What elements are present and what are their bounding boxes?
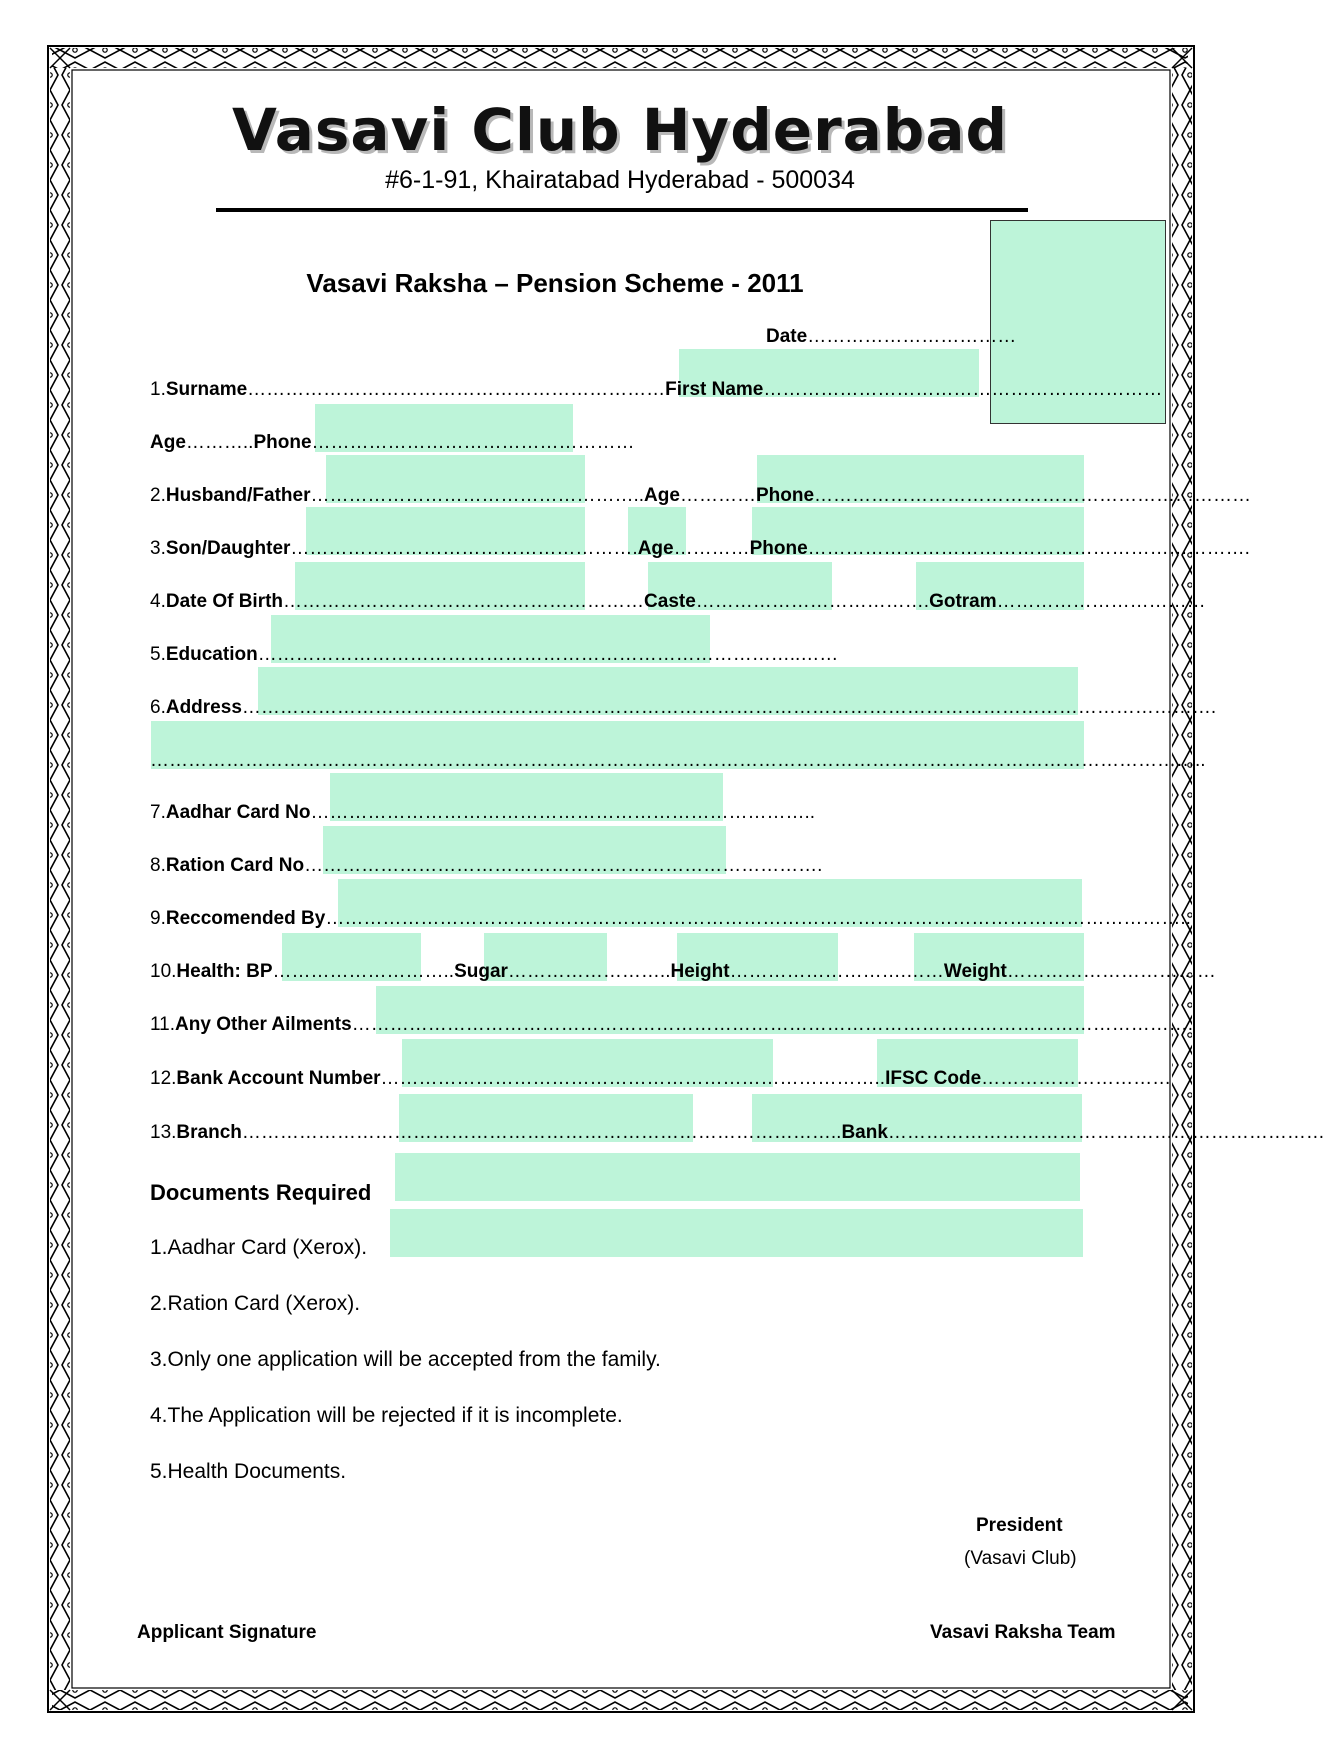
ailments-number: 11. (150, 1014, 176, 1035)
address-line2-row: ………………………………………………………………………………………………………………………………………………….. (150, 750, 1206, 771)
recommended-row: 9.Reccomended By……………………………………………………………………………………………………………………….. (150, 908, 1191, 929)
header-rule (216, 208, 1028, 212)
health-bp-label: Health: BP (176, 961, 273, 982)
dob-row: 4.Date Of Birth…………………………………………………Caste……………………………….Gotram…………………………… (150, 591, 1206, 612)
ration-row: 8.Ration Card No………………………………………………………………………. (150, 855, 823, 876)
height-label: Height (670, 961, 730, 982)
son-number: 3. (150, 538, 166, 559)
date-row: Date…………………………… (766, 326, 1017, 347)
surname-row: 1.Surname…………………………………………………………First Name……………………………………………………… (150, 379, 1163, 400)
dob-label: Date Of Birth (165, 591, 284, 612)
ifsc-label: IFSC Code (885, 1068, 982, 1089)
ration-number: 8. (150, 855, 166, 876)
club-label: (Vasavi Club) (964, 1548, 1077, 1569)
son-label: Son/Daughter (165, 538, 291, 559)
address-row: 6.Address………………………………………………………………………………………………………………………………………. (150, 697, 1217, 718)
recommended-label: Reccomended By (165, 908, 326, 929)
address-label: Address (165, 697, 242, 718)
applicant-signature-label: Applicant Signature (137, 1622, 317, 1643)
health-row: 10.Health: BP………………………..Sugar……………………..Height……………………….……Weight…………………………… (150, 961, 1216, 982)
ailments-row: 11.Any Other Ailments……………………………………………………………………………………………………………………. (150, 1014, 1193, 1035)
aadhar-row: 7.Aadhar Card No…………………………………………………………………….. (150, 802, 816, 823)
husband-number: 2. (150, 485, 166, 506)
aadhar-number: 7. (150, 802, 166, 823)
bank-account-row: 12.Bank Account Number……………………………………………………………………..IFSC Code………………………… (150, 1068, 1172, 1089)
document-item: 1.Aadhar Card (Xerox). (150, 1236, 368, 1259)
age-label: Age (150, 432, 186, 453)
son-row: 3.Son/Daughter……………………………………………….Age…………Phone……………………………………………………………. (150, 538, 1250, 559)
bank-account-label: Bank Account Number (176, 1068, 381, 1089)
documents-heading: Documents Required (150, 1180, 372, 1205)
document-item: 4.The Application will be rejected if it is incomplete. (150, 1404, 623, 1427)
ration-label: Ration Card No (165, 855, 305, 876)
club-address: #6-1-91, Khairatabad Hyderabad - 500034 (385, 166, 855, 194)
document-item: 3.Only one application will be accepted from the family. (150, 1348, 661, 1371)
education-label: Education (165, 644, 258, 665)
documents-note-field-1[interactable] (395, 1153, 1080, 1201)
aadhar-label: Aadhar Card No (165, 802, 311, 823)
surname-number: 1. (150, 379, 166, 400)
surname-label: Surname (165, 379, 248, 400)
branch-row: 13.Branch…………………………………………………………………………………..Bank…………………………………………………………… (150, 1122, 1325, 1143)
recommended-number: 9. (150, 908, 166, 929)
address-number: 6. (150, 697, 166, 718)
son-phone-label: Phone (749, 538, 808, 559)
husband-label: Husband/Father (165, 485, 311, 506)
husband-phone-label: Phone (755, 485, 815, 506)
first-name-label: First Name (665, 379, 764, 400)
president-label: President (976, 1515, 1063, 1536)
ailments-label: Any Other Ailments (175, 1014, 352, 1035)
education-row: 5.Education…………………………………………………………………………..…… (150, 644, 839, 665)
husband-row: 2.Husband/Father……………………………………………..Age…………Phone…………………………………………………………… (150, 485, 1252, 506)
weight-label: Weight (943, 961, 1007, 982)
club-title: Vasavi Club Hyderabad (232, 96, 1008, 164)
documents-note-field-2[interactable] (390, 1209, 1083, 1257)
bank-label: Bank (841, 1122, 888, 1143)
caste-label: Caste (644, 591, 696, 612)
date-label: Date (766, 326, 808, 347)
health-number: 10. (150, 961, 177, 982)
document-item: 2.Ration Card (Xerox). (150, 1292, 361, 1315)
dob-number: 4. (150, 591, 166, 612)
document-item: 5.Health Documents. (150, 1460, 347, 1483)
team-label: Vasavi Raksha Team (930, 1622, 1116, 1643)
scheme-title: Vasavi Raksha – Pension Scheme - 2011 (306, 268, 804, 298)
education-number: 5. (150, 644, 166, 665)
branch-label: Branch (176, 1122, 242, 1143)
age-phone-row: Age………..Phone…………………………………………… (150, 432, 635, 453)
branch-number: 13. (150, 1122, 177, 1143)
son-age-label: Age (637, 538, 674, 559)
husband-age-label: Age (644, 485, 680, 506)
gotram-label: Gotram (929, 591, 997, 612)
sugar-label: Sugar (454, 961, 508, 982)
bank-account-number: 12. (150, 1068, 177, 1089)
phone-label: Phone (253, 432, 312, 453)
